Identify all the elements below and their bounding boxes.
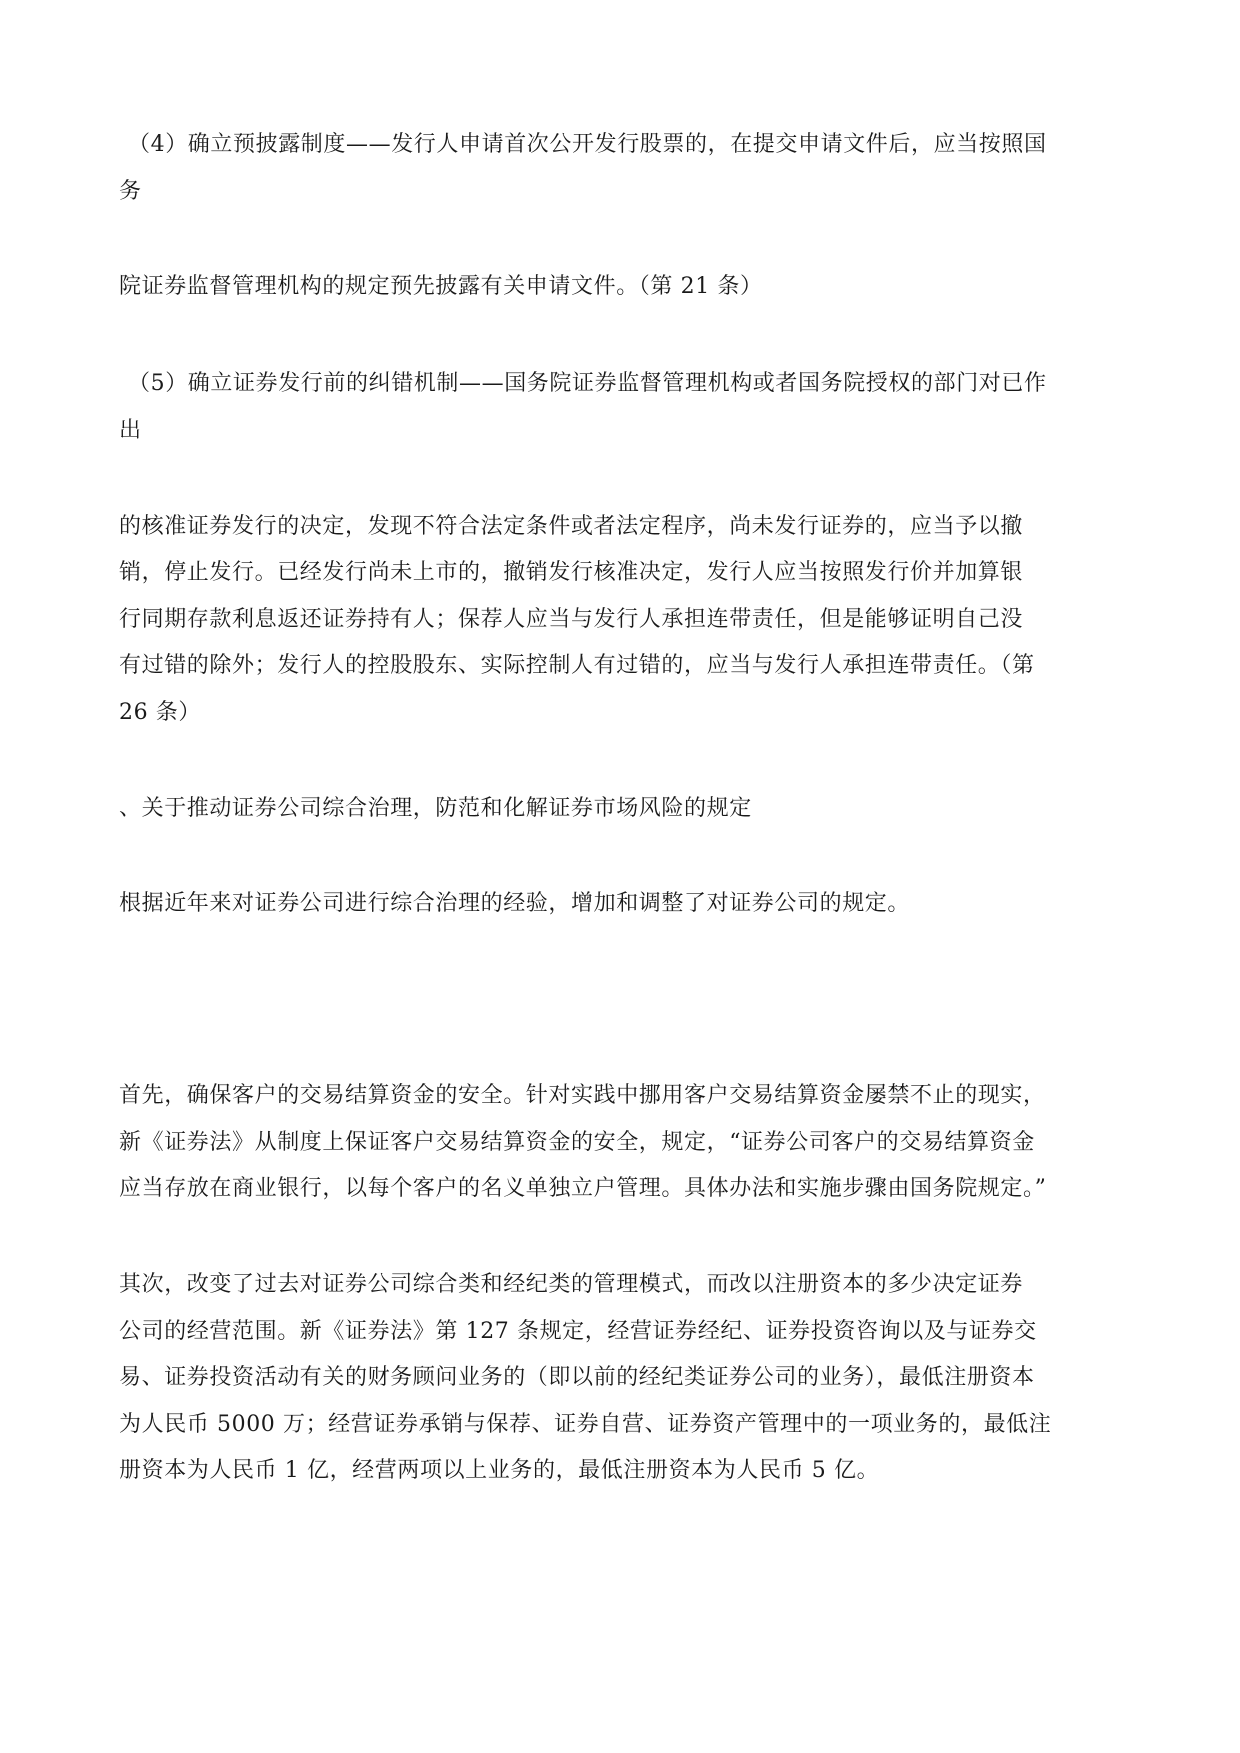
- paragraph-5-line-7: 26 条）: [119, 700, 201, 725]
- paragraph-5-line-6: 有过错的除外；发行人的控股股东、实际控制人有过错的，应当与发行人承担连带责任。（第: [119, 653, 1035, 678]
- second-point-line-3: 易、证券投资活动有关的财务顾问业务的（即以前的经纪类证券公司的业务），最低注册资本: [119, 1365, 1035, 1390]
- second-point-line-4: 为人民币 5000 万；经营证券承销与保荐、证券自营、证券资产管理中的一项业务的，最低注: [119, 1412, 1052, 1437]
- paragraph-5-line-5: 行同期存款利息返还证券持有人；保荐人应当与发行人承担连带责任，但是能够证明自己没: [119, 607, 1024, 632]
- first-point-line-3: 应当存放在商业银行，以每个客户的名义单独立户管理。具体办法和实施步骤由国务院规定。”: [119, 1176, 1047, 1201]
- first-point-line-1: 首先，确保客户的交易结算资金的安全。针对实践中挪用客户交易结算资金屡禁不止的现实，: [119, 1083, 1046, 1108]
- second-point-line-5: 册资本为人民币 1 亿，经营两项以上业务的，最低注册资本为人民币 5 亿。: [119, 1458, 880, 1483]
- section-intro: 根据近年来对证券公司进行综合治理的经验，增加和调整了对证券公司的规定。: [119, 891, 911, 916]
- paragraph-5-line-4: 销，停止发行。已经发行尚未上市的，撤销发行核准决定，发行人应当按照发行价并加算银: [119, 560, 1024, 585]
- paragraph-4-line-2: 务: [119, 179, 142, 204]
- paragraph-5-line-3: 的核准证券发行的决定，发现不符合法定条件或者法定程序，尚未发行证券的，应当予以撤: [119, 514, 1024, 539]
- paragraph-4-line-1: （4）确立预披露制度——发行人申请首次公开发行股票的，在提交申请文件后，应当按照国: [128, 132, 1047, 157]
- paragraph-5-line-1: （5）确立证券发行前的纠错机制——国务院证券监督管理机构或者国务院授权的部门对已作: [128, 371, 1047, 396]
- paragraph-5-line-2: 出: [119, 418, 142, 443]
- second-point-line-2: 公司的经营范围。新《证券法》第 127 条规定，经营证券经纪、证券投资咨询以及与证券交: [119, 1319, 1037, 1344]
- first-point-line-2: 新《证券法》从制度上保证客户交易结算资金的安全，规定，“证券公司客户的交易结算资金: [119, 1130, 1035, 1155]
- section-heading: 、关于推动证券公司综合治理，防范和化解证券市场风险的规定: [119, 796, 752, 821]
- paragraph-4-line-3: 院证券监督管理机构的规定预先披露有关申请文件。（第 21 条）: [119, 274, 763, 299]
- second-point-line-1: 其次，改变了过去对证券公司综合类和经纪类的管理模式，而改以注册资本的多少决定证券: [119, 1272, 1024, 1297]
